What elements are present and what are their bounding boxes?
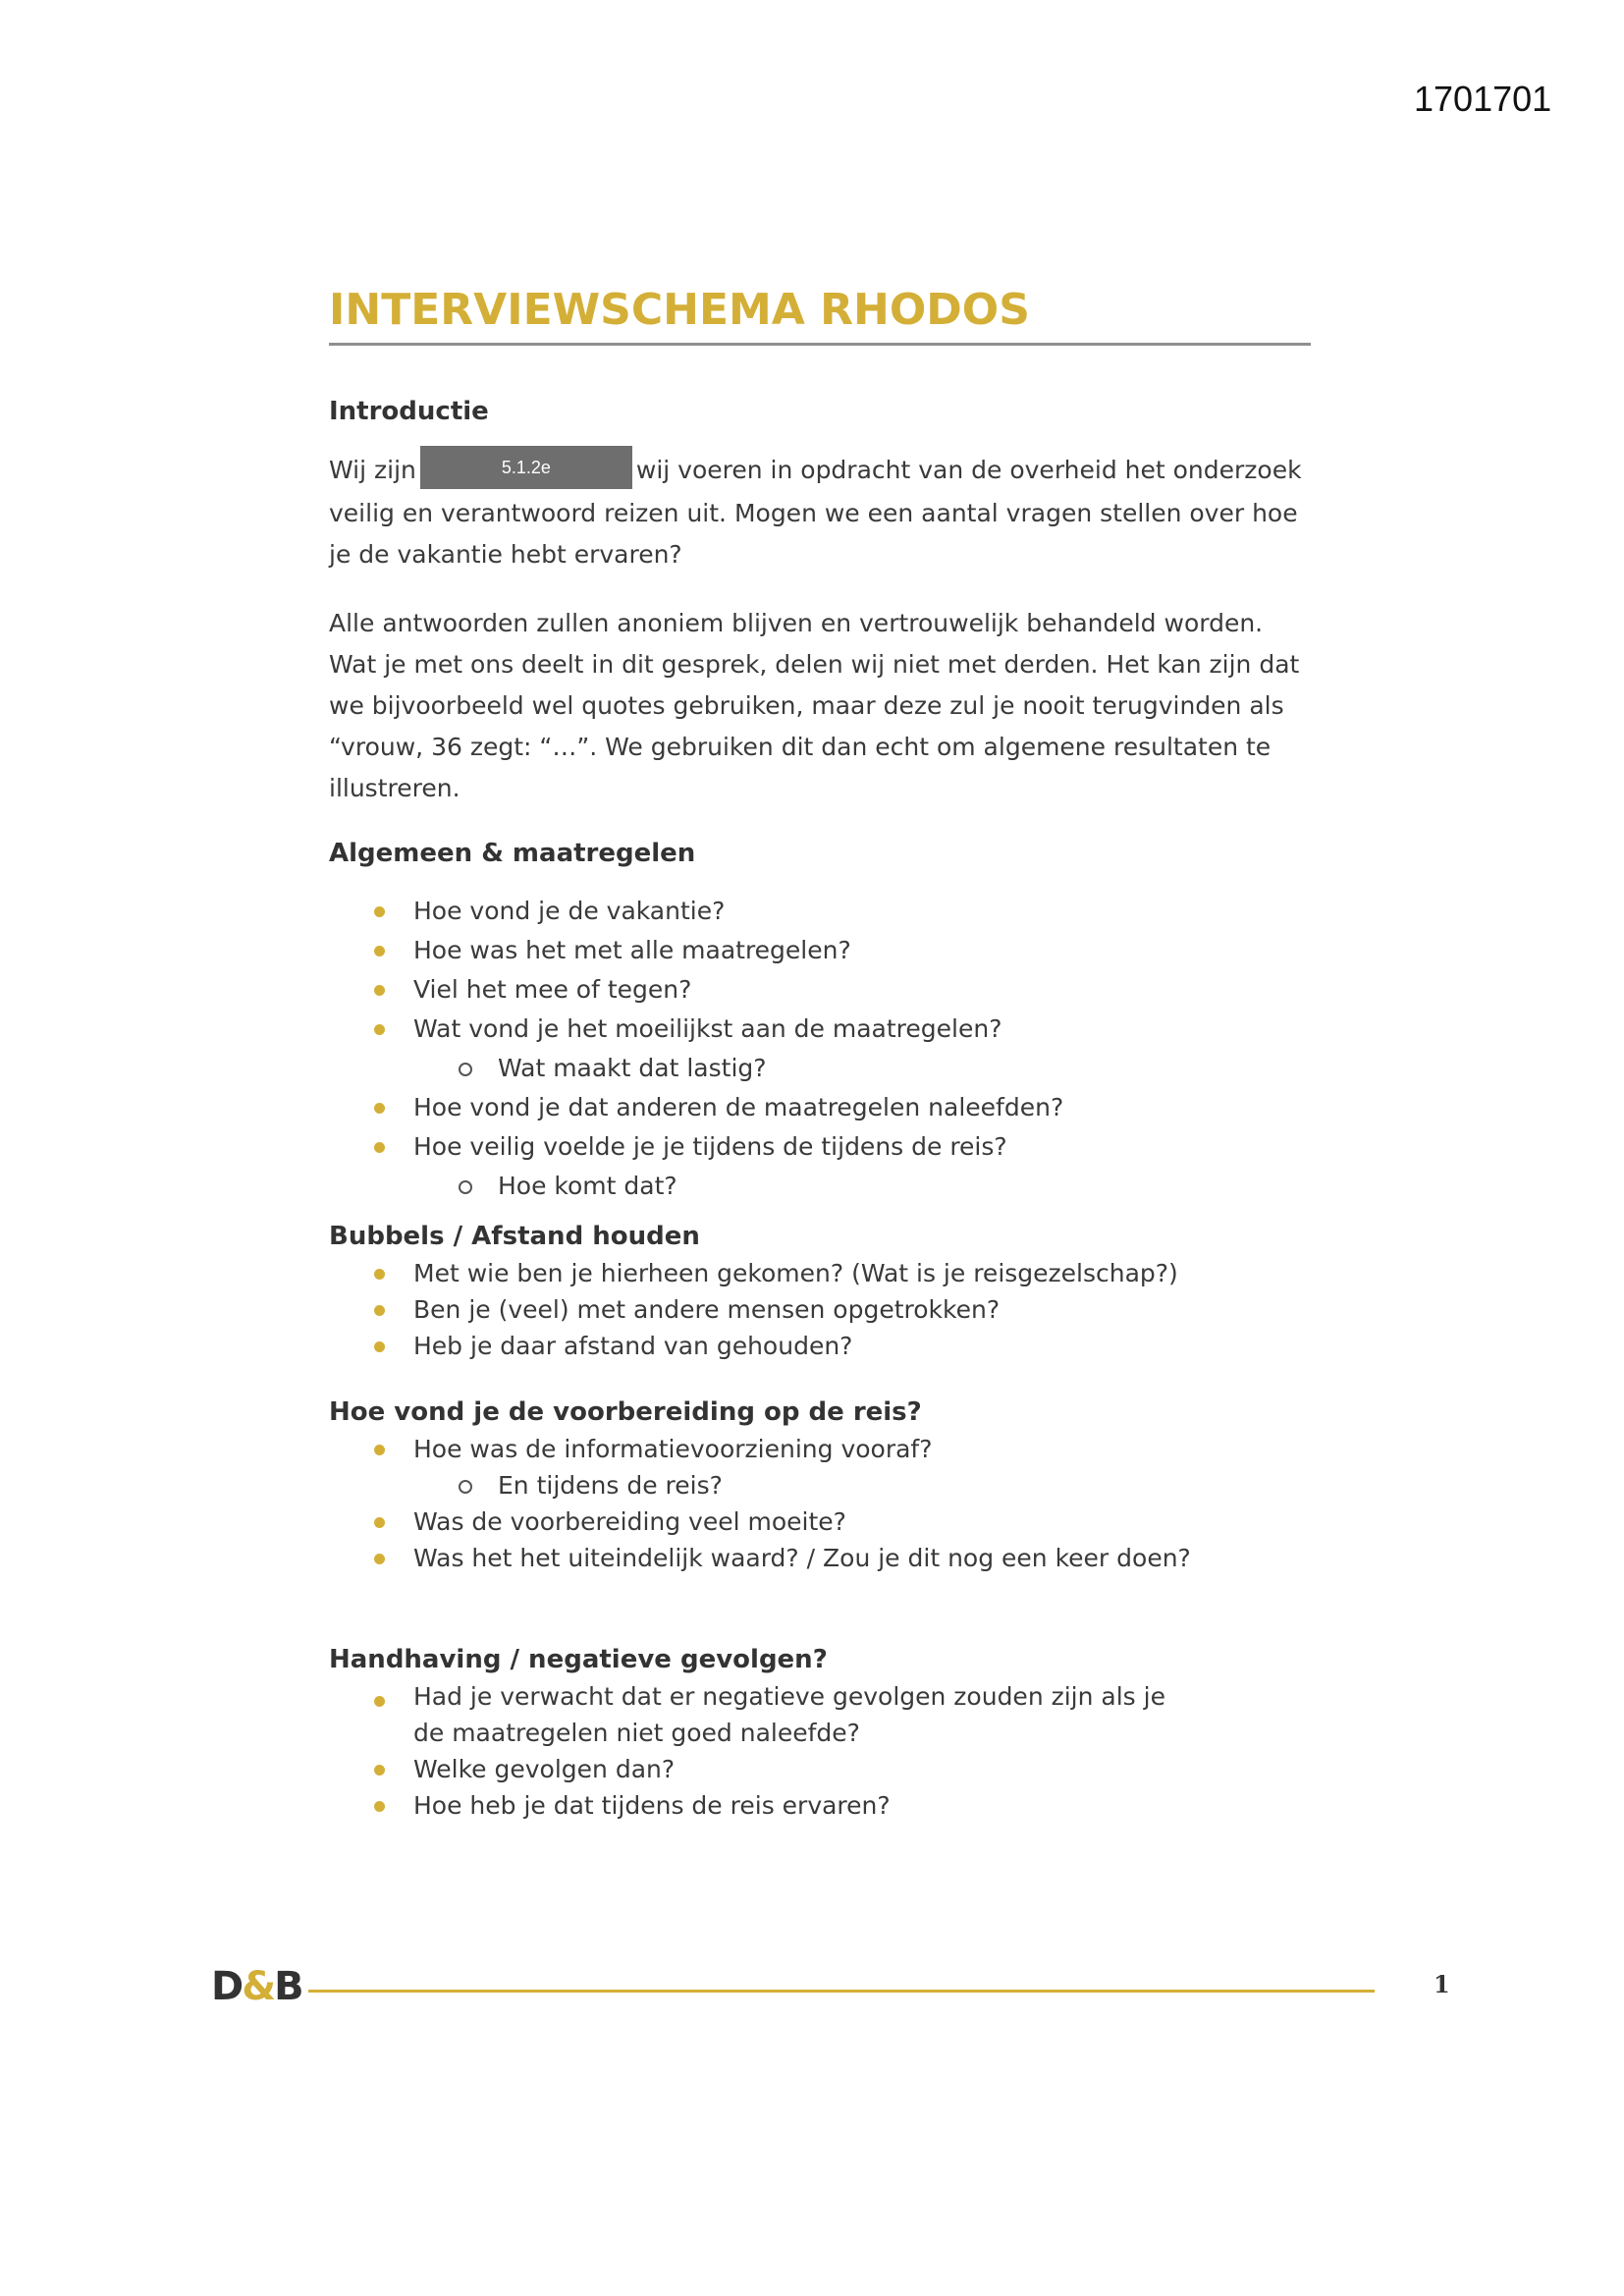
section-heading-voorbereiding: Hoe vond je de voorbereiding op de reis? (329, 1397, 922, 1427)
bullet-icon (374, 1801, 385, 1812)
bullet-icon (374, 985, 385, 996)
bullet-icon (374, 1142, 385, 1153)
section-heading-handhaving: Handhaving / negatieve gevolgen? (329, 1645, 828, 1674)
list-voorbereiding (329, 1431, 1311, 1576)
page-title: INTERVIEWSCHEMA RHODOS (329, 285, 1311, 346)
list-item: Had je verwacht dat er negatieve gevolgen zouden zijn als je de maatregelen niet goed naleefde? (329, 1678, 1311, 1751)
redaction-box: 5.1.2e (420, 446, 632, 489)
bullet-icon (374, 946, 385, 957)
bullet-icon (374, 1305, 385, 1316)
bullet-icon (374, 906, 385, 917)
list-item: Hoe vond je de vakantie? (329, 892, 1311, 931)
list-item: Was het het uiteindelijk waard? / Zou je dit nog een keer doen? (329, 1540, 1311, 1576)
intro-p1-start: Wij zijn (329, 456, 416, 484)
list-item: Hoe vond je dat anderen de maatregelen naleefden? (329, 1088, 1311, 1127)
bullet-icon (374, 1341, 385, 1352)
circle-bullet-icon (459, 1063, 472, 1076)
bullet-icon (374, 1696, 385, 1707)
page-number: 1 (1434, 1970, 1450, 1998)
list-item: Hoe veilig voelde je je tijdens de tijdens de reis? (329, 1127, 1311, 1167)
section-heading-bubbels: Bubbels / Afstand houden (329, 1222, 700, 1251)
list-handhaving (329, 1678, 1311, 1824)
circle-bullet-icon (459, 1480, 472, 1494)
list-item: Viel het mee of tegen? (329, 970, 1311, 1010)
list-item: Was de voorbereiding veel moeite? (329, 1503, 1311, 1540)
bullet-icon (374, 1765, 385, 1776)
list-item: Wat vond je het moeilijkst aan de maatregelen? (329, 1010, 1311, 1049)
bullet-icon (374, 1103, 385, 1114)
bullet-icon (374, 1554, 385, 1564)
db-logo: D&B (211, 1964, 302, 2009)
document-id: 1701701 (1414, 79, 1552, 119)
list-item: Ben je (veel) met andere mensen opgetrokken? (329, 1291, 1311, 1328)
list-item: Hoe was de informatievoorziening vooraf? (329, 1431, 1311, 1467)
sub-list-item: Hoe komt dat? (329, 1167, 1311, 1206)
bullet-icon (374, 1517, 385, 1528)
footer-divider (308, 1990, 1375, 1993)
list-item: Hoe heb je dat tijdens de reis ervaren? (329, 1787, 1311, 1824)
list-item: Hoe was het met alle maatregelen? (329, 931, 1311, 970)
sub-list-item: En tijdens de reis? (329, 1467, 1311, 1503)
list-algemeen (329, 892, 1311, 1206)
circle-bullet-icon (459, 1180, 472, 1194)
intro-paragraph-2: Alle antwoorden zullen anoniem blijven en vertrouwelijk behandeld worden. Wat je met ons deelt in dit gesprek, delen wij niet met derden. Het kan zijn dat we bijvoorbeeld wel quotes gebruiken, maar deze zul je nooit terugvinden als “vrouw, 36 zegt: “…”. We gebruiken dit dan echt om algemene resultaten te illustreren. (329, 609, 1300, 802)
intro-p1-end: wij voeren in opdracht van de overheid het onderzoek veilig en verantwoord reizen uit. Mogen we een aantal vragen stellen over hoe je de vakantie hebt ervaren? (329, 456, 1302, 569)
list-item: Met wie ben je hierheen gekomen? (Wat is je reisgezelschap?) (329, 1255, 1311, 1291)
document-body (329, 285, 1311, 1824)
intro-heading: Introductie (329, 397, 489, 426)
list-item: Welke gevolgen dan? (329, 1751, 1311, 1787)
bullet-icon (374, 1024, 385, 1035)
intro-paragraph-1 (329, 450, 1311, 575)
section-heading-algemeen: Algemeen & maatregelen (329, 839, 696, 868)
list-bubbels (329, 1255, 1311, 1364)
bullet-icon (374, 1445, 385, 1455)
bullet-icon (374, 1269, 385, 1280)
list-item: Heb je daar afstand van gehouden? (329, 1328, 1311, 1364)
sub-list-item: Wat maakt dat lastig? (329, 1049, 1311, 1088)
